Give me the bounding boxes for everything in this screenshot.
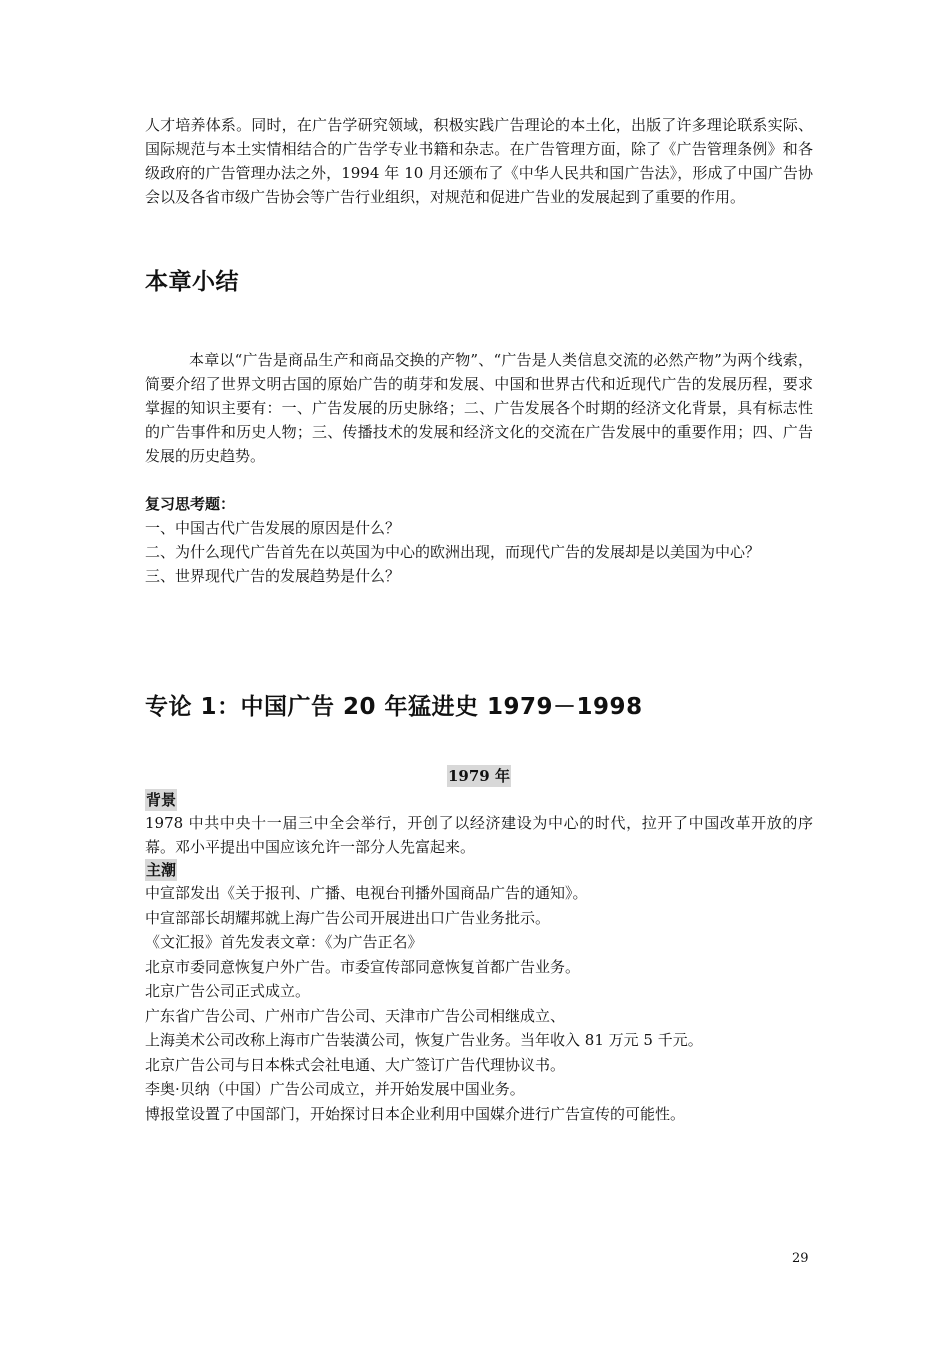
special-topic-title: 专论 1：中国广告 20 年猛进史 1979－1998 [145, 694, 643, 720]
year-heading-wrap [145, 765, 813, 787]
chapter-summary-title: 本章小结 [145, 269, 239, 295]
list-item: 北京广告公司与日本株式会社电通、大广签订广告代理协议书。 [145, 1055, 566, 1074]
review-question-2: 二、为什么现代广告首先在以英国为中心的欧洲出现，而现代广告的发展却是以美国为中心？ [145, 543, 761, 561]
review-question-1: 一、中国古代广告发展的原因是什么？ [145, 519, 401, 537]
trend-label-wrap [145, 859, 813, 881]
list-item: 李奥·贝纳（中国）广告公司成立，并开始发展中国业务。 [145, 1080, 525, 1098]
background-label: 背景 [146, 791, 177, 809]
chapter-summary-body: 本章以“广告是商品生产和商品交换的产物”、“广告是人类信息交流的必然产物”为两个线索，简要介绍了世界文明古国的原始广告的萌芽和发展、中国和世界古代和近现代广告的发展历程，要求掌握的知识主要有：一、广告发展的历史脉络；二、广告发展各个时期的经济文化背景，具有标志性的广告事件和历史人物；三、传播技术的发展和经济文化的交流在广告发展中的重要作用；四、广告发展的历史趋势。 [145, 351, 813, 465]
year-heading: 1979 年 [448, 767, 510, 785]
list-item: 广东省广告公司、广州市广告公司、天津市广告公司相继成立、 [145, 1006, 566, 1025]
list-item: 中宣部部长胡耀邦就上海广告公司开展进出口广告业务批示。 [145, 908, 551, 927]
review-question-3: 三、世界现代广告的发展趋势是什么？ [145, 567, 401, 585]
list-item: 博报堂设置了中国部门，开始探讨日本企业利用中国媒介进行广告宣传的可能性。 [145, 1104, 686, 1123]
trend-label: 主潮 [146, 861, 177, 879]
events-list [145, 881, 813, 1126]
background-text: 1978 中共中央十一届三中全会举行，开创了以经济建设为中心的时代，拉开了中国改革开放的序幕。邓小平提出中国应该允许一部分人先富起来。 [145, 814, 813, 856]
page-number: 29 [792, 1251, 809, 1266]
page-body [145, 113, 813, 1126]
list-item: 上海美术公司改称上海市广告装潢公司，恢复广告业务。当年收入 81 万元 5 千元。 [145, 1031, 703, 1049]
review-title: 复习思考题： [145, 495, 236, 513]
list-item: 《文汇报》首先发表文章：《为广告正名》 [145, 933, 423, 951]
intro-paragraph: 人才培养体系。同时，在广告学研究领域，积极实践广告理论的本土化，出版了许多理论联系实际、国际规范与本土实情相结合的广告学专业书籍和杂志。在广告管理方面，除了《广告管理条例》和各级政府的广告管理办法之外，1994 年 10 月还颁布了《中华人民共和国广告法》，形成了中国广告协会以及各省市级广告协会等广告行业组织，对规范和促进广告业的发展起到了重要的作用。 [145, 116, 813, 206]
list-item: 中宣部发出《关于报刊、广播、电视台刊播外国商品广告的通知》。 [145, 884, 588, 902]
list-item: 北京广告公司正式成立。 [145, 982, 311, 1000]
background-label-wrap [145, 789, 813, 811]
list-item: 北京市委同意恢复户外广告。市委宣传部同意恢复首都广告业务。 [145, 957, 581, 976]
